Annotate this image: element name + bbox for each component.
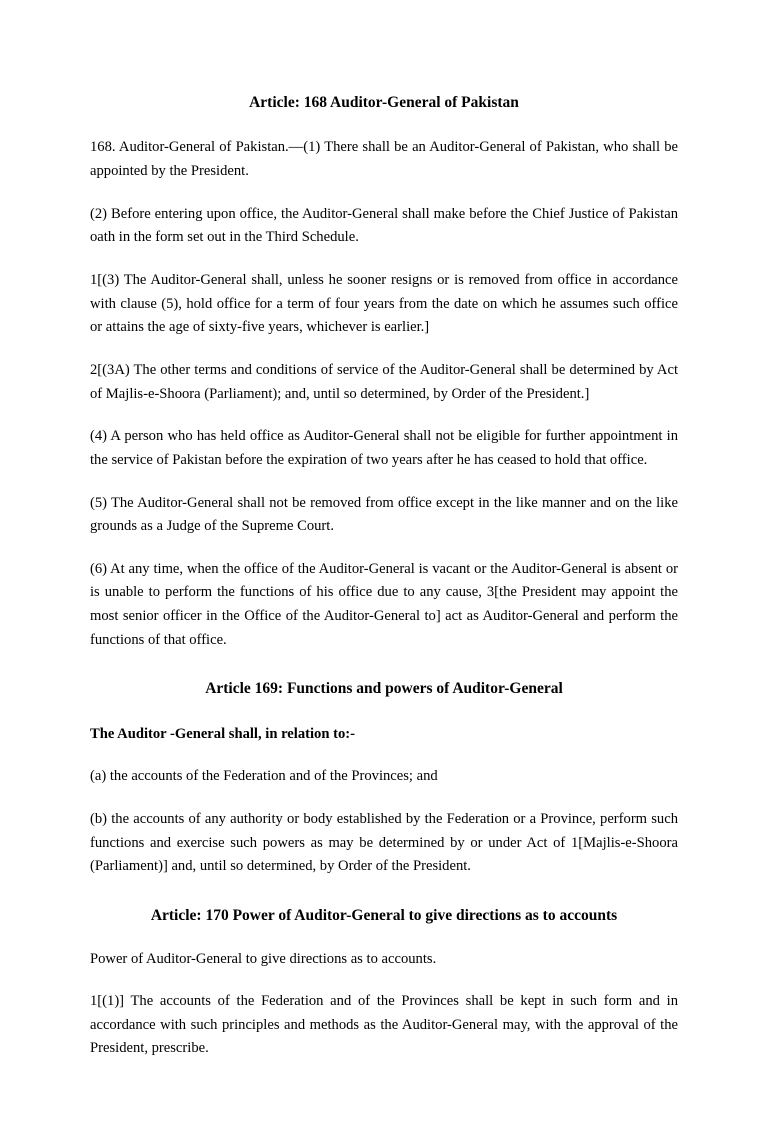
paragraph-168-5: (5) The Auditor-General shall not be removed from office except in the like manner and on the like grounds as a Judge of the Supreme Court. (90, 494, 678, 535)
paragraph-168-3a: 2[(3A) The other terms and conditions of service of the Auditor-General shall be determined by Act of Majlis-e-Shoora (Parliament); and, until so determined, by Order of the President.] (90, 361, 678, 402)
paragraph-168-6: (6) At any time, when the office of the Auditor-General is vacant or the Auditor-General is absent or is unable to perform the functions of his office due to any cause, 3[the President may appoint the most senior officer in the Office of the Auditor-General to] act as Auditor-General and perform the functions of that office. (90, 560, 678, 648)
paragraph-169-lead: The Auditor -General shall, in relation to:- (90, 725, 355, 742)
section-title-article-169: Article 169: Functions and powers of Auditor-General (205, 680, 563, 698)
page-title-article-168: Article: 168 Auditor-General of Pakistan (249, 94, 519, 111)
paragraph-170-lead: Power of Auditor-General to give directions as to accounts. (90, 950, 437, 967)
paragraph-169-a: (a) the accounts of the Federation and of the Provinces; and (90, 768, 438, 785)
paragraph-168-1: 168. Auditor-General of Pakistan.—(1) There shall be an Auditor-General of Pakistan, who shall be appointed by the President. (90, 139, 678, 180)
paragraph-168-2: (2) Before entering upon office, the Auditor-General shall make before the Chief Justice of Pakistan oath in the form set out in the Third Schedule. (90, 205, 678, 246)
section-title-article-170: Article: 170 Power of Auditor-General to give directions as to accounts (150, 907, 618, 925)
paragraph-168-3: 1[(3) The Auditor-General shall, unless he sooner resigns or is removed from office in accordance with clause (5), hold office for a term of four years from the date on which he assumes such office or attains the age of sixty-five years, whichever is earlier.] (90, 272, 678, 336)
paragraph-170-1: 1[(1)] The accounts of the Federation and of the Provinces shall be kept in such form and in accordance with such principles and methods as the Auditor-General may, with the approval of the President, prescribe. (90, 993, 678, 1057)
paragraph-169-b: (b) the accounts of any authority or body established by the Federation or a Province, perform such functions and exercise such powers as may be determined by or under Act of 1[Majlis-e-Shoora (Parliament)] and, until so determined, by Order of the President. (90, 811, 678, 875)
paragraph-168-4: (4) A person who has held office as Auditor-General shall not be eligible for further appointment in the service of Pakistan before the expiration of two years after he has ceased to hold that office. (90, 428, 678, 468)
